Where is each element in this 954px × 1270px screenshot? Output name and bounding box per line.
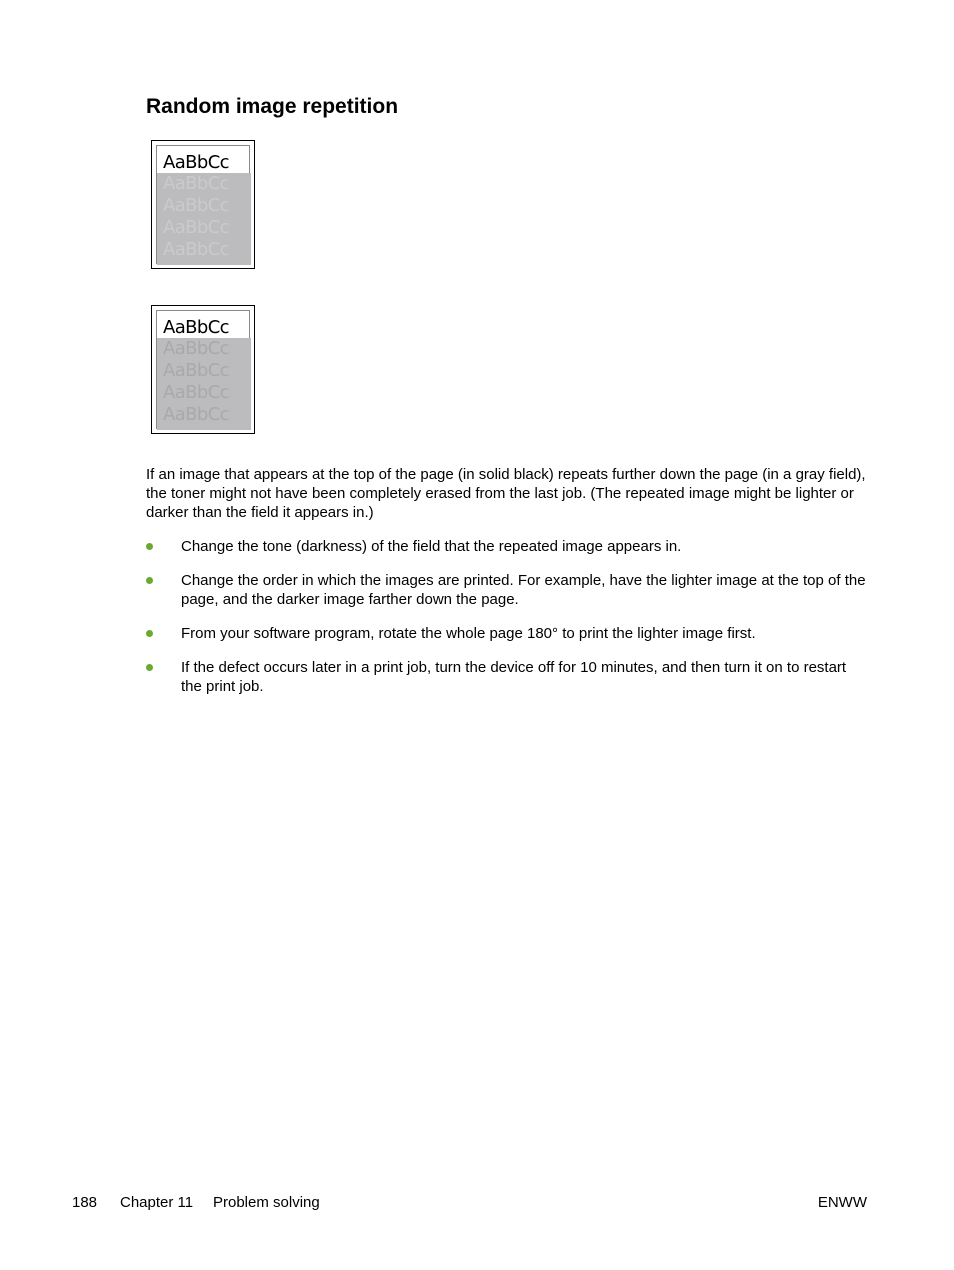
footer-section: Problem solving bbox=[213, 1194, 320, 1211]
gray-field bbox=[157, 338, 251, 430]
repeated-sample-text: AaBbCc bbox=[163, 195, 229, 216]
repeated-sample-text: AaBbCc bbox=[163, 382, 229, 403]
footer-publication-code: ENWW bbox=[817, 1194, 867, 1211]
bullet-icon bbox=[146, 577, 153, 584]
solid-sample-text: AaBbCc bbox=[163, 152, 229, 173]
list-item bbox=[146, 537, 871, 556]
list-item bbox=[146, 624, 871, 643]
description-paragraph: If an image that appears at the top of the page (in solid black) repeats further down the page (in a gray field), the toner might not have been completely erased from the last job. (The repeated image might be lighter or darker than the field it appears in.) bbox=[146, 466, 866, 521]
list-item-text: If the defect occurs later in a print job, turn the device off for 10 minutes, and then turn it on to restart the print job. bbox=[181, 659, 847, 695]
bullet-icon bbox=[146, 543, 153, 550]
sample-image-darker-repeat bbox=[151, 305, 255, 434]
repeated-sample-text: AaBbCc bbox=[163, 217, 229, 238]
bullet-icon bbox=[146, 664, 153, 671]
solution-list bbox=[146, 537, 871, 711]
solid-sample-text: AaBbCc bbox=[163, 317, 229, 338]
list-item-text: From your software program, rotate the whole page 180° to print the lighter image first. bbox=[181, 625, 756, 642]
list-item-text: Change the order in which the images are printed. For example, have the lighter image at the top of the page, and the darker image farther down the page. bbox=[181, 572, 866, 608]
repeated-sample-text: AaBbCc bbox=[163, 404, 229, 425]
repeated-sample-text: AaBbCc bbox=[163, 173, 229, 194]
list-item bbox=[146, 658, 871, 696]
sample-image-lighter-repeat bbox=[151, 140, 255, 269]
list-item bbox=[146, 571, 871, 609]
repeated-sample-text: AaBbCc bbox=[163, 360, 229, 381]
repeated-sample-text: AaBbCc bbox=[163, 239, 229, 260]
list-item-text: Change the tone (darkness) of the field that the repeated image appears in. bbox=[181, 538, 682, 555]
footer-chapter: Chapter 11 bbox=[120, 1194, 194, 1211]
page-heading: Random image repetition bbox=[146, 95, 399, 118]
footer-page-number: 188 bbox=[72, 1194, 98, 1211]
bullet-icon bbox=[146, 630, 153, 637]
repeated-sample-text: AaBbCc bbox=[163, 338, 229, 359]
sample-page bbox=[156, 310, 250, 429]
gray-field bbox=[157, 173, 251, 265]
sample-page bbox=[156, 145, 250, 264]
